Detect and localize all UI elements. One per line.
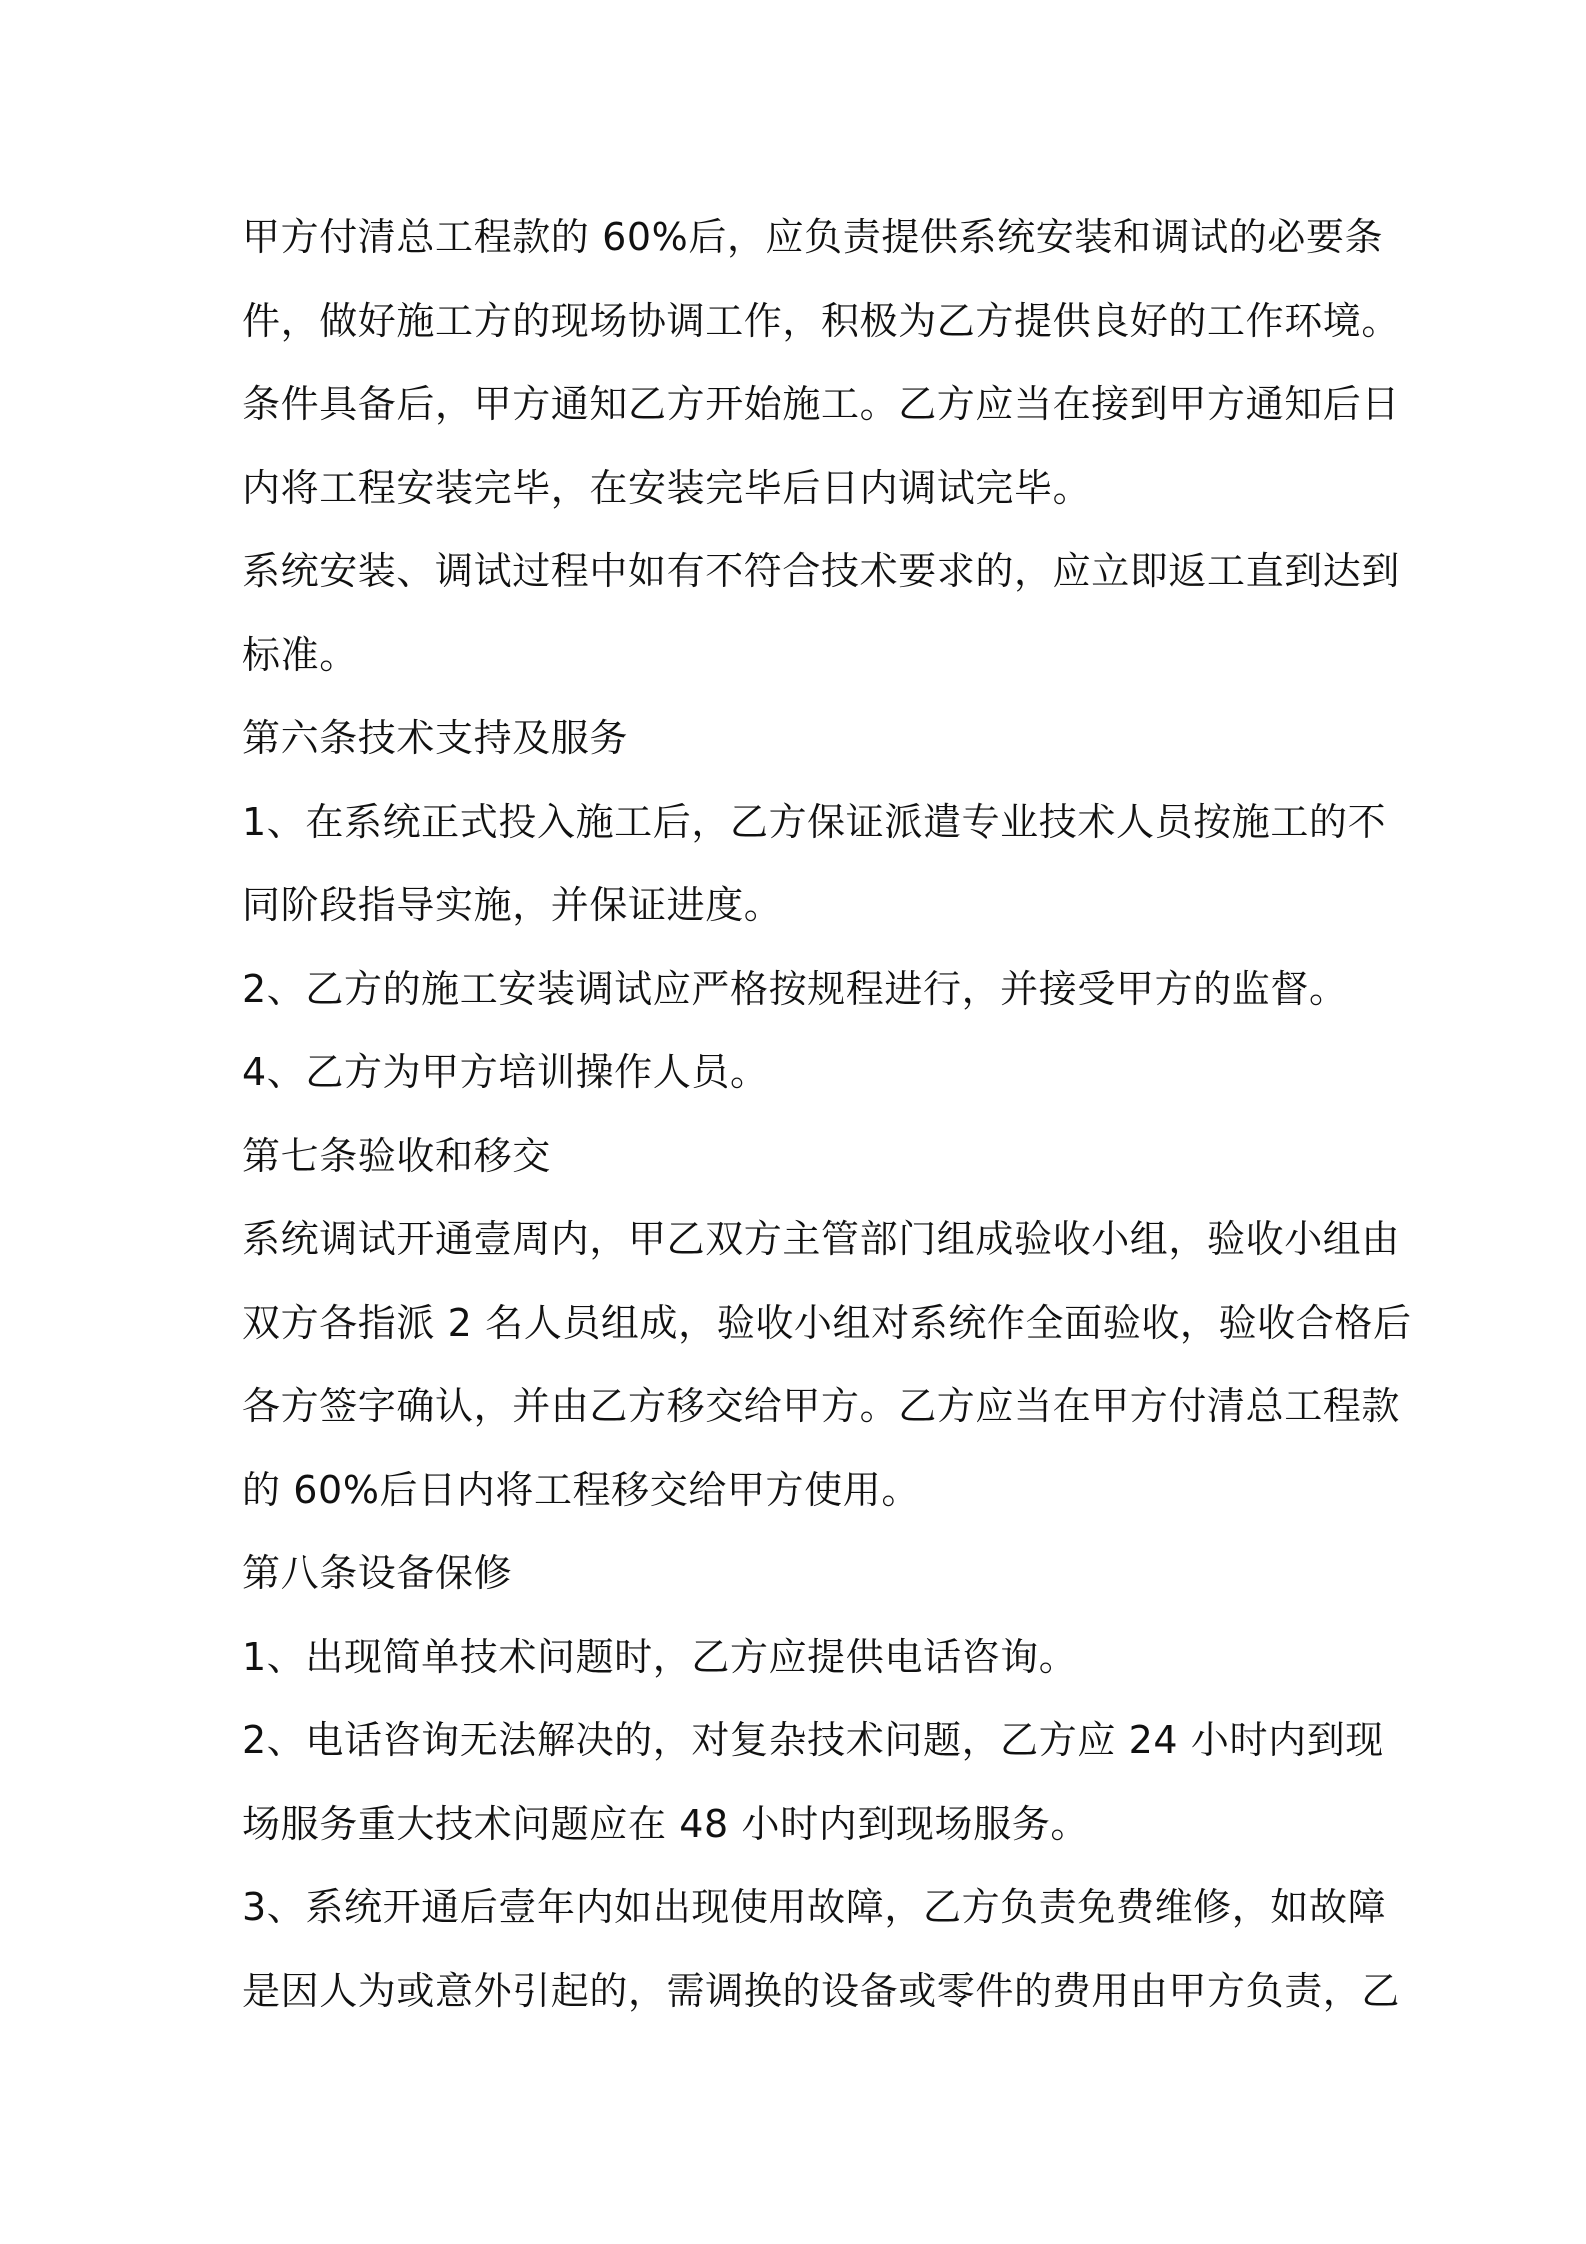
text-line: 甲方付清总工程款的 60%后，应负责提供系统安装和调试的必要条	[242, 215, 1384, 259]
text-line: 1、出现简单技术问题时，乙方应提供电话咨询。	[242, 1634, 1078, 1679]
text-line: 同阶段指导实施，并保证进度。	[242, 883, 783, 927]
text-line: 是因人为或意外引起的，需调换的设备或零件的费用由甲方负责，乙	[242, 1968, 1401, 2013]
text-line: 1、在系统正式投入施工后，乙方保证派遣专业技术人员按施工的不	[242, 799, 1387, 844]
text-line: 4、乙方为甲方培训操作人员。	[242, 1050, 769, 1094]
text-line: 2、乙方的施工安装调试应严格按规程进行，并接受甲方的监督。	[242, 966, 1348, 1011]
document-body	[242, 196, 1412, 2033]
section-heading: 第七条验收和移交	[242, 1133, 551, 1178]
text-line: 系统安装、调试过程中如有不符合技术要求的，应立即返工直到达到	[242, 549, 1401, 593]
text-line: 件，做好施工方的现场协调工作，积极为乙方提供良好的工作环境。	[242, 298, 1401, 343]
text-line: 的 60%后日内将工程移交给甲方使用。	[242, 1467, 920, 1512]
section-heading: 第六条技术支持及服务	[242, 716, 629, 760]
text-line: 2、电话咨询无法解决的，对复杂技术问题，乙方应 24 小时内到现	[242, 1718, 1384, 1762]
text-line: 场服务重大技术问题应在 48 小时内到现场服务。	[242, 1801, 1089, 1846]
text-line: 各方签字确认，并由乙方移交给甲方。乙方应当在甲方付清总工程款	[242, 1384, 1401, 1428]
text-line: 3、系统开通后壹年内如出现使用故障，乙方负责免费维修，如故障	[242, 1885, 1387, 1929]
text-line: 标准。	[242, 632, 358, 677]
text-line: 内将工程安装完毕，在安装完毕后日内调试完毕。	[242, 465, 1092, 510]
text-line: 双方各指派 2 名人员组成，验收小组对系统作全面验收，验收合格后	[242, 1300, 1412, 1345]
text-line: 系统调试开通壹周内，甲乙双方主管部门组成验收小组，验收小组由	[242, 1217, 1401, 1261]
section-heading: 第八条设备保修	[242, 1551, 513, 1595]
text-line: 条件具备后，甲方通知乙方开始施工。乙方应当在接到甲方通知后日	[242, 382, 1401, 426]
